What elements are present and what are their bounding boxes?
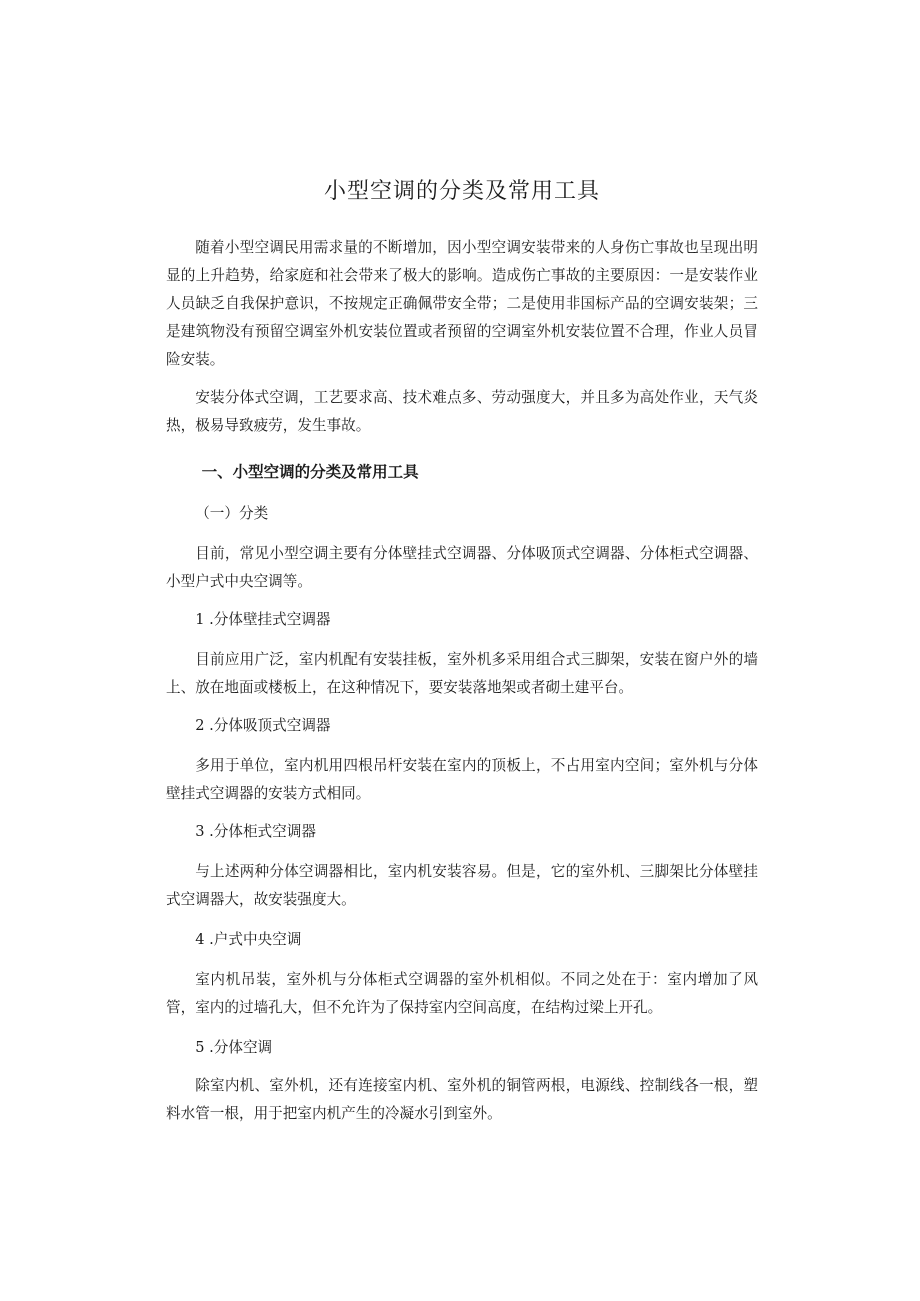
item-heading-2: 2 .分体吸顶式空调器 — [195, 717, 331, 734]
item-text-1: 目前应用广泛，室内机配有安装挂板，室外机多采用组合式三脚架，安装在窗户外的墙上、放在地面或楼板上，在这种情况下，要安装落地架或者砌土建平台。 — [166, 651, 758, 696]
item-heading-3: 3 .分体柜式空调器 — [195, 823, 316, 840]
item-text-3: 与上述两种分体空调器相比，室内机安装容易。但是，它的室外机、三脚架比分体壁挂式空调器大，故安装强度大。 — [166, 863, 758, 908]
item-heading-5: 5 .分体空调 — [195, 1039, 273, 1056]
item-text-5: 除室内机、室外机，还有连接室内机、室外机的铜管两根，电源线、控制线各一根，塑料水管一根，用于把室内机产生的冷凝水引到室外。 — [166, 1077, 758, 1122]
classification-intro: 目前，常见小型空调主要有分体壁挂式空调器、分体吸顶式空调器、分体柜式空调器、小型户式中央空调等。 — [166, 545, 758, 590]
section-heading: 一、小型空调的分类及常用工具 — [201, 463, 419, 481]
intro-paragraph-1: 随着小型空调民用需求量的不断增加，因小型空调安装带来的人身伤亡事故也呈现出明显的上升趋势，给家庭和社会带来了极大的影响。造成伤亡事故的主要原因：一是安装作业人员缺乏自我保护意识，不按规定正确佩带安全带；二是使用非国标产品的空调安装架；三是建筑物没有预留空调室外机安装位置或者预留的空调室外机安装位置不合理，作业人员冒险安装。 — [166, 239, 758, 368]
document-title: 小型空调的分类及常用工具 — [323, 179, 600, 204]
item-text-2: 多用于单位，室内机用四根吊杆安装在室内的顶板上，不占用室内空间；室外机与分体壁挂式空调器的安装方式相同。 — [166, 757, 758, 802]
item-text-4: 室内机吊装，室外机与分体柜式空调器的室外机相似。不同之处在于：室内增加了风管，室内的过墙孔大，但不允许为了保持室内空间高度，在结构过梁上开孔。 — [166, 971, 758, 1016]
intro-paragraph-2: 安装分体式空调，工艺要求高、技术难点多、劳动强度大，并且多为高处作业，天气炎热，极易导致疲劳，发生事故。 — [166, 389, 758, 434]
item-heading-4: 4 .户式中央空调 — [195, 931, 302, 948]
item-heading-1: 1 .分体壁挂式空调器 — [195, 611, 331, 628]
subsection-heading: （一）分类 — [195, 505, 269, 522]
